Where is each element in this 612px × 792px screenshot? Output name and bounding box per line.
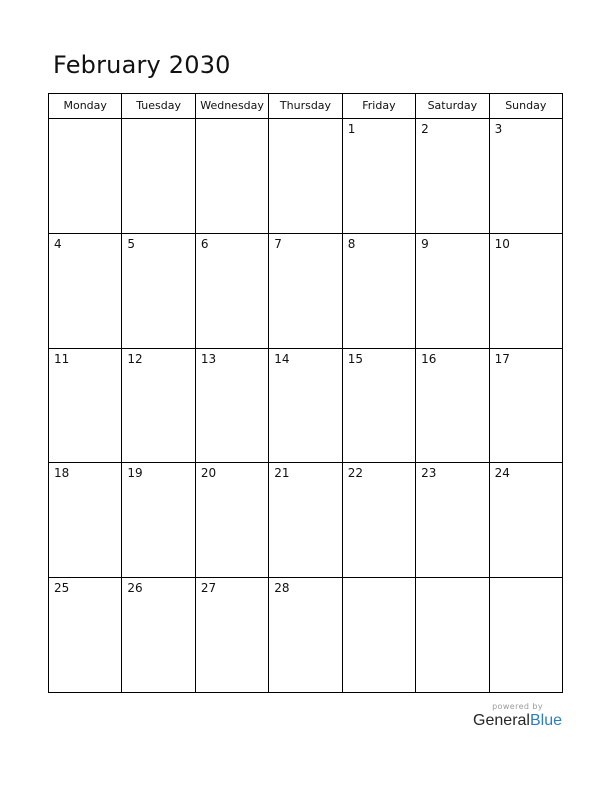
brand-logo — [473, 712, 562, 730]
day-cell: 25 — [49, 578, 122, 693]
day-cell: 24 — [490, 463, 563, 578]
day-cell: 23 — [416, 463, 489, 578]
weekday-header-sunday: Sunday — [490, 94, 563, 119]
brand-name-general: General — [473, 712, 530, 729]
day-cell: 20 — [196, 463, 269, 578]
weekday-header-tuesday: Tuesday — [122, 94, 195, 119]
day-cell: 5 — [122, 234, 195, 349]
day-cell: 19 — [122, 463, 195, 578]
day-cell: 18 — [49, 463, 122, 578]
day-cell: 12 — [122, 349, 195, 464]
weekday-header-thursday: Thursday — [269, 94, 342, 119]
day-cell: 4 — [49, 234, 122, 349]
day-cell: 17 — [490, 349, 563, 464]
weekday-header-monday: Monday — [49, 94, 122, 119]
day-cell: 13 — [196, 349, 269, 464]
day-cell: 27 — [196, 578, 269, 693]
day-cell — [49, 119, 122, 234]
calendar-grid — [48, 93, 563, 693]
powered-by-label: powered by — [492, 702, 543, 711]
day-cell: 28 — [269, 578, 342, 693]
day-cell: 8 — [343, 234, 416, 349]
day-cell: 11 — [49, 349, 122, 464]
day-cell: 9 — [416, 234, 489, 349]
weekday-header-friday: Friday — [343, 94, 416, 119]
weekday-header-wednesday: Wednesday — [196, 94, 269, 119]
day-cell — [269, 119, 342, 234]
day-cell: 15 — [343, 349, 416, 464]
day-cell: 16 — [416, 349, 489, 464]
day-cell: 2 — [416, 119, 489, 234]
day-cell — [343, 578, 416, 693]
calendar-title: February 2030 — [53, 51, 231, 79]
day-cell: 21 — [269, 463, 342, 578]
day-cell: 10 — [490, 234, 563, 349]
weekday-header-saturday: Saturday — [416, 94, 489, 119]
day-cell: 14 — [269, 349, 342, 464]
footer-branding — [473, 702, 562, 730]
day-cell: 22 — [343, 463, 416, 578]
day-cell: 7 — [269, 234, 342, 349]
day-cell — [490, 578, 563, 693]
day-cell: 3 — [490, 119, 563, 234]
day-cell: 6 — [196, 234, 269, 349]
day-cell: 1 — [343, 119, 416, 234]
brand-name-blue: Blue — [529, 712, 562, 729]
day-cell — [122, 119, 195, 234]
day-cell — [416, 578, 489, 693]
day-cell — [196, 119, 269, 234]
day-cell: 26 — [122, 578, 195, 693]
